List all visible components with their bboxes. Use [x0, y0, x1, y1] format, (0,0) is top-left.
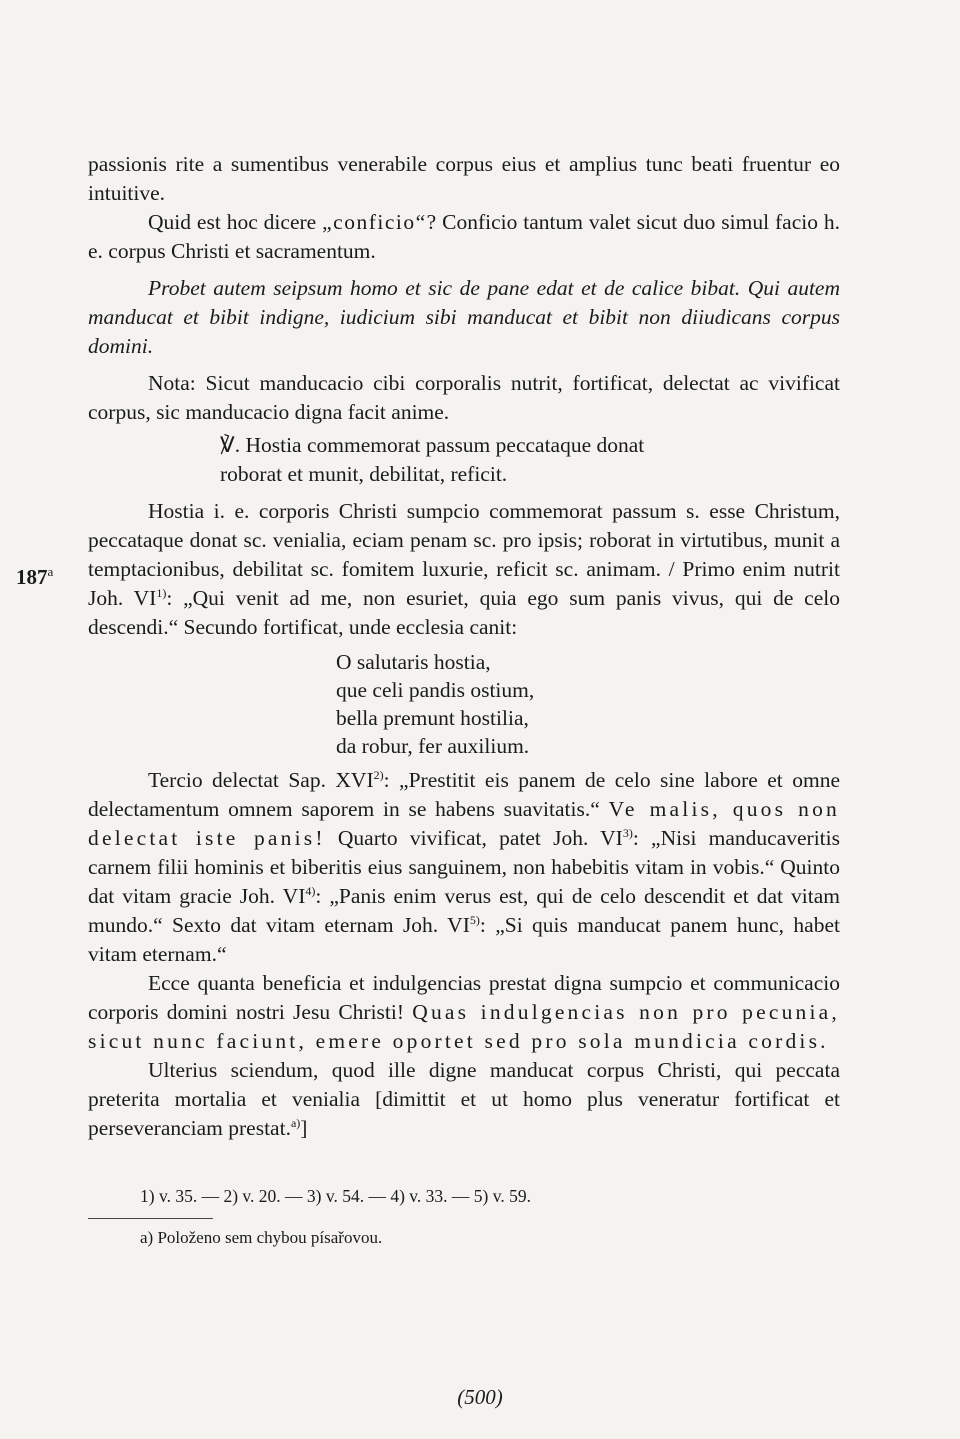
versicle-marker: ℣.: [220, 433, 241, 457]
versicle-line-2: roborat et munit, debilitat, reficit.: [220, 462, 508, 486]
apparatus-ref-a: a): [290, 1115, 301, 1130]
hymn-line: da robur, fer auxilium.: [336, 734, 530, 758]
spaced-emphasis: Quas indulgencias non pro pecunia, sicut nunc faciunt, emere oportet sed pro sola mundicia cordis.: [88, 1000, 840, 1053]
paragraph-6: Tercio delectat Sap. XVI$^{2)}$: „Prestitit eis panem de celo sine labore et omne delectamentum omnem saporem in se habens suavitatis.“ Ve malis, quos non delectat iste panis! Quarto vivificat, patet Joh. VI$^{3)}$: „Nisi manducaveritis carnem filii hominis et biberitis eius sanguinem, non habebitis vitam in vobis.“ Quinto dat vitam gracie Joh. VI$^{4)}$: „Panis enim verus est, qui de celo descendit et dat vitam mundo.“ Sexto dat vitam eternam Joh. VI$^{5)}$: „Si quis manducat panem hunc, habet vitam eternam.“: [88, 767, 841, 966]
footnote-ref-5: 5): [469, 912, 480, 927]
paragraph-8: Ulterius sciendum, quod ille digne manducat corpus Christi, qui peccata preterita mortalia et venialia [dimittit et ut homo plus veneratur fortificat et perseveranciam prestat.$^{a)}$]: [88, 1058, 840, 1140]
paragraph-7: Ecce quanta beneficia et indulgencias prestat digna sumpcio et communicacio corporis domini nostri Jesu Christi! Quas indulgencias non pro pecunia, sicut nunc faciunt, emere oportet sed pro sola mundicia cordis.: [88, 971, 840, 1053]
spaced-emphasis: Ve malis, quos non delectat iste panis!: [88, 797, 841, 850]
paragraph-2: [88, 208, 840, 266]
apparatus-note: a) Položeno sem chybou písařovou.: [140, 1228, 383, 1247]
paragraph-4-nota: Nota: Sicut manducacio cibi corporalis nutrit, fortificat, delectat ac vivificat corpus, sic manducacio digna facit anime.: [88, 371, 840, 424]
footnote-divider: [88, 1218, 213, 1219]
paragraph-1: passionis rite a sumentibus venerabile corpus eius et amplius tunc beati fruentur eo intuitive.: [88, 152, 840, 205]
hymn-line: O salutaris hostia,: [336, 650, 491, 674]
paragraph-3-scripture: Probet autem seipsum homo et sic de pane edat et de calice bibat. Qui autem manducat et bibit indigne, iudicium sibi manducat et bibit non diiudicans corpus domini.: [88, 276, 840, 358]
paragraph-5: Hostia i. e. corporis Christi sumpcio commemorat passum s. esse Christum, peccataque donat sc. venialia, eciam penam sc. pro ipsis; roborat in virtutibus, munit a temptacionibus, debilitat sc. fomitem luxurie, reficit sc. animam. / Primo enim nutrit Joh. VI$^{1)}$: „Qui venit ad me, non esuriet, quia ego sum panis vivus, qui de celo descendi.“ Secundo fortificat, unde ecclesia canit:: [88, 499, 840, 639]
paragraph-2-text-b: ? Conficio tantum valet sicut duo simul facio h. e. corpus Christi et sacramentum.: [88, 210, 840, 263]
hymn-stanza: [336, 648, 840, 760]
paragraph-2-text-a: Quid est hoc dicere: [148, 210, 323, 234]
footnote-ref-3: 3): [622, 825, 633, 840]
footnotes: 1) v. 35. — 2) v. 20. — 3) v. 54. — 4) v. 33. — 5) v. 59.: [140, 1186, 531, 1206]
versicle: [220, 431, 840, 489]
footnote-ref-2: 2): [373, 767, 384, 782]
hymn-line: que celi pandis ostium,: [336, 678, 535, 702]
versicle-line-1: ℣. Hostia commemorat passum peccataque donat: [220, 433, 645, 457]
document-body: [88, 150, 840, 1143]
margin-folio-number: 187$^a$: [16, 564, 54, 589]
paragraph-2-emphasis: „conficio“: [322, 210, 427, 234]
footnote-ref-4: 4): [305, 883, 316, 898]
footnote-ref-1: 1): [156, 585, 167, 600]
hymn-line: bella premunt hostilia,: [336, 706, 529, 730]
page-number: (500): [457, 1385, 503, 1409]
